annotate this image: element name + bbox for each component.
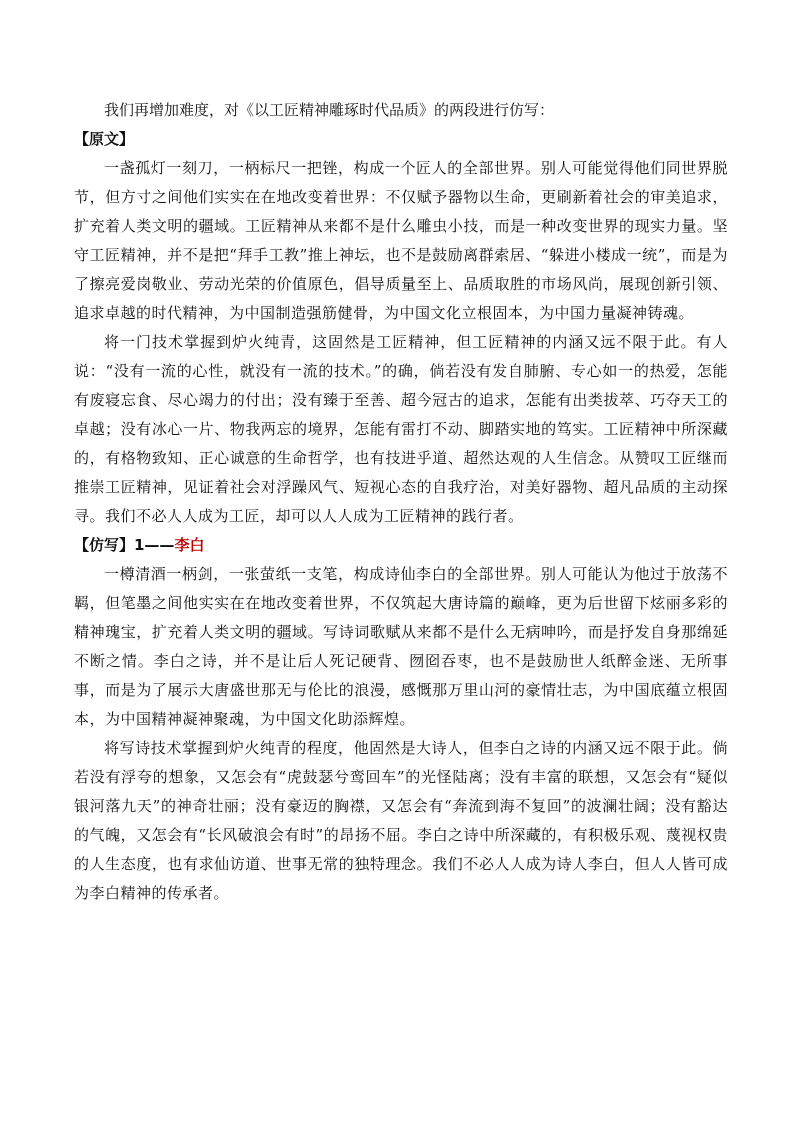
original-paragraph-1: 一盏孤灯一刻刀，一柄标尺一把锉，构成一个匠人的全部世界。别人可能觉得他们同世界脱节，但方寸之间他们实实在在地改变着世界：不仅赋予器物以生命，更刷新着社会的审美追求，扩充着人类文明的疆域。工匠精神从来都不是什么雕虫小技，而是一种改变世界的现实力量。坚守工匠精神，并不是把“拜手工教”推上神坛，也不是鼓励离群索居、“躲进小楼成一统”，而是为了擦亮爱岗敬业、劳动光荣的价值原色，倡导质量至上、品质取胜的市场风尚，展现创新引领、追求卓越的时代精神，为中国制造强筋健骨，为中国文化立根固本，为中国力量凝神铸魂。 — [74, 159, 728, 322]
original-paragraph-2: 将一门技术掌握到炉火纯青，这固然是工匠精神，但工匠精神的内涵又远不限于此。有人说：“没有一流的心性，就没有一流的技术。”的确，倘若没有发自肺腑、专心如一的热爱，怎能有废寝忘食、尽心竭力的付出；没有臻于至善、超今冠古的追求，怎能有出类拔萃、巧夺天工的卓越；没有冰心一片、物我两忘的境界，怎能有雷打不动、脚踏实地的笃实。工匠精神中所深藏的，有格物致知、正心诚意的生命哲学，也有技进乎道、超然达观的人生信念。从赞叹工匠继而推崇工匠精神，见证着社会对浮躁风气、短视心态的自我疗治，对美好器物、超凡品质的主动探寻。我们不必人人成为工匠，却可以人人成为工匠精神的践行者。 — [74, 333, 728, 525]
imitation-paragraph-2: 将写诗技术掌握到炉火纯青的程度，他固然是大诗人，但李白之诗的内涵又远不限于此。倘若没有浮夸的想象，又怎会有“虎鼓瑟兮鸾回车”的光怪陆离；没有丰富的联想，又怎会有“疑似银河落九天”的神奇壮丽；没有豪迈的胸襟，又怎会有“奔流到海不复回”的波澜壮阔；没有豁达的气魄，又怎会有“长风破浪会有时”的昂扬不屈。李白之诗中所深藏的，有积极乐观、蔑视权贵的人生态度，也有求仙访道、世事无常的独特理念。我们不必人人成为诗人李白，但人人皆可成为李白精神的传承者。 — [74, 739, 728, 902]
imitation-heading-name: 李白 — [174, 536, 205, 554]
imitation-heading — [74, 531, 728, 560]
imitation-heading-prefix: 【仿写】1—— — [74, 536, 175, 554]
original-heading: 【原文】 — [74, 130, 135, 148]
document-body — [74, 96, 728, 908]
intro-line: 我们再增加难度，对《以工匠精神雕琢时代品质》的两段进行仿写： — [104, 101, 555, 119]
imitation-paragraph-1: 一樽清酒一柄剑，一张萤纸一支笔，构成诗仙李白的全部世界。别人可能认为他过于放荡不羁，但笔墨之间他实实在在地改变着世界，不仅筑起大唐诗篇的巅峰，更为后世留下炫丽多彩的精神瑰宝，扩充着人类文明的疆域。写诗词歌赋从来都不是什么无病呻吟，而是抒发自身那绵延不断之情。李白之诗，并不是让后人死记硬背、囫囵吞枣，也不是鼓励世人纸醉金迷、无所事事，而是为了展示大唐盛世那无与伦比的浪漫，感慨那万里山河的豪情壮志，为中国底蕴立根固本，为中国精神凝神聚魂，为中国文化助添辉煌。 — [74, 565, 728, 728]
